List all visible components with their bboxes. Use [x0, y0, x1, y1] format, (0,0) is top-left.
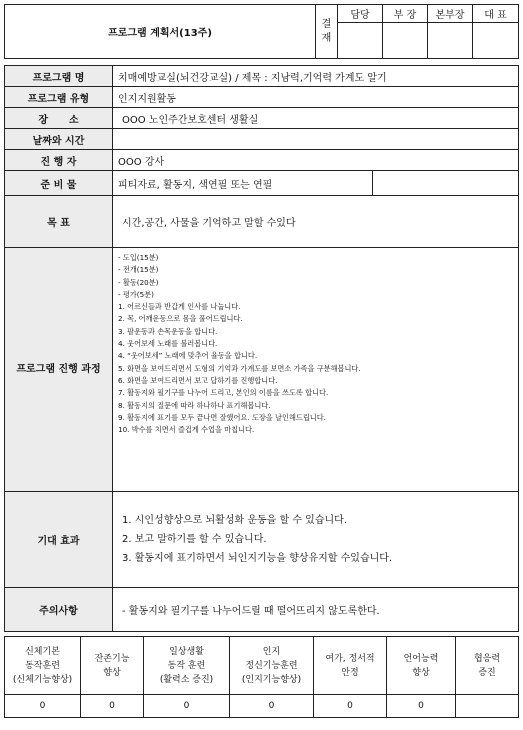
value-physical[interactable]: 0 — [5, 695, 81, 718]
sign-box-staff[interactable] — [338, 23, 383, 59]
expected-effect-items — [113, 492, 519, 588]
program-name-label: 프로그램 명 — [5, 66, 113, 87]
process-step: 4. 웃어보세 노래를 불러봅니다. — [118, 339, 218, 349]
category-daily-living: 일상생활 동작 훈련 (활력소 증진) — [144, 637, 230, 695]
process-step: 8. 활동지의 질문에 따라 하나하나 표기해봅니다. — [118, 400, 271, 410]
facilitator-value: OOO 강사 — [113, 150, 519, 171]
expected-item: 3. 활동지에 표기하면서 뇌인지기능을 향상유지할 수있습니다. — [122, 553, 393, 564]
sign-box-ceo[interactable] — [473, 23, 519, 59]
goal-label: 목 표 — [5, 196, 113, 248]
materials-extra-cell — [373, 171, 519, 196]
plan-table — [4, 65, 519, 632]
process-steps — [113, 248, 519, 492]
process-step: 2. 목, 어깨운동으로 몸을 풀어드립니다. — [118, 314, 243, 324]
goal-value: 시간,공간, 사물을 기억하고 말할 수있다 — [113, 196, 519, 248]
process-step: 10. 박수를 치면서 즐겁게 수업을 마칩니다. — [118, 425, 255, 435]
place-label: 장 소 — [5, 108, 113, 129]
materials-value: 피티자료, 활동지, 색연필 또는 연필 — [113, 171, 373, 196]
process-step: - 전개(15분) — [118, 265, 159, 275]
process-step: 4. “웃어보세” 노래에 맞추어 율동을 합니다. — [118, 351, 258, 361]
process-step: 5. 화면을 보여드리면서 도형의 기억과 가계도를 보면소 가족을 구분해봅니다. — [118, 363, 361, 373]
value-cognitive[interactable]: 0 — [230, 695, 314, 718]
process-step: - 활동(20분) — [118, 277, 159, 287]
process-step: 1. 어르신들과 반갑게 인사를 나눕니다. — [118, 302, 241, 312]
header-table — [4, 4, 519, 59]
datetime-value — [113, 129, 519, 150]
approver-manager: 부 장 — [383, 5, 428, 23]
process-step: 7. 활동지와 필기구를 나누어 드리고, 본인의 이름을 쓰도록 합니다. — [118, 388, 329, 398]
caution-value: - 활동지와 필기구를 나누어드릴 때 떨어뜨리지 않도록한다. — [113, 588, 519, 632]
process-label: 프로그램 진행 과정 — [5, 248, 113, 492]
caution-label: 주의사항 — [5, 588, 113, 632]
approval-label: 결 재 — [316, 5, 338, 59]
materials-label: 준 비 물 — [5, 171, 113, 196]
process-step: - 도입(15분) — [118, 253, 159, 262]
expected-effect-label: 기대 효과 — [5, 492, 113, 588]
process-step: 3. 팔운동과 손목운동을 합니다. — [118, 326, 218, 336]
program-type-label: 프로그램 유형 — [5, 87, 113, 108]
category-coordination: 협응력 증진 — [456, 637, 519, 695]
program-name-value: 치매예방교실(뇌건강교실) / 제목 : 지남력,기억력 가계도 알기 — [113, 66, 519, 87]
facilitator-label: 진 행 자 — [5, 150, 113, 171]
category-residual: 잔존기능 향상 — [81, 637, 144, 695]
place-value: OOO 노인주간보호센터 생활실 — [113, 108, 519, 129]
sign-box-director[interactable] — [428, 23, 473, 59]
approver-director: 본부장 — [428, 5, 473, 23]
category-physical: 신체기본 동작훈련 (신체기능향상) — [5, 637, 81, 695]
process-step: 9. 활동지에 표기를 모두 끝나면 잘했어요. 도장을 날인해드립니다. — [118, 412, 326, 422]
plan-sheet — [4, 4, 518, 726]
approver-staff: 담당 — [338, 5, 383, 23]
expected-item: 1. 시인성향상으로 뇌활성화 운동을 할 수 있습니다. — [122, 515, 347, 526]
sign-box-manager[interactable] — [383, 23, 428, 59]
datetime-label: 날짜와 시간 — [5, 129, 113, 150]
category-language: 언어능력 향상 — [387, 637, 456, 695]
value-residual[interactable]: 0 — [81, 695, 144, 718]
value-language[interactable]: 0 — [387, 695, 456, 718]
value-daily-living[interactable]: 0 — [144, 695, 230, 718]
approver-ceo: 대 표 — [473, 5, 519, 23]
value-leisure[interactable]: 0 — [314, 695, 387, 718]
document-title: 프로그램 계획서(13주) — [5, 5, 316, 59]
category-cognitive: 인지 정신기능훈련 (인지기능향상) — [230, 637, 314, 695]
category-table — [4, 636, 519, 718]
category-leisure: 여가, 정서적 안정 — [314, 637, 387, 695]
process-step: - 평가(5분) — [118, 289, 154, 299]
process-step: 6. 화면을 보여드리면서 보고 답하기를 진행합니다. — [118, 375, 278, 385]
value-coordination[interactable] — [456, 695, 519, 718]
program-type-value: 인지지원활동 — [113, 87, 519, 108]
expected-item: 2. 보고 말하기를 할 수 있습니다. — [122, 534, 267, 545]
